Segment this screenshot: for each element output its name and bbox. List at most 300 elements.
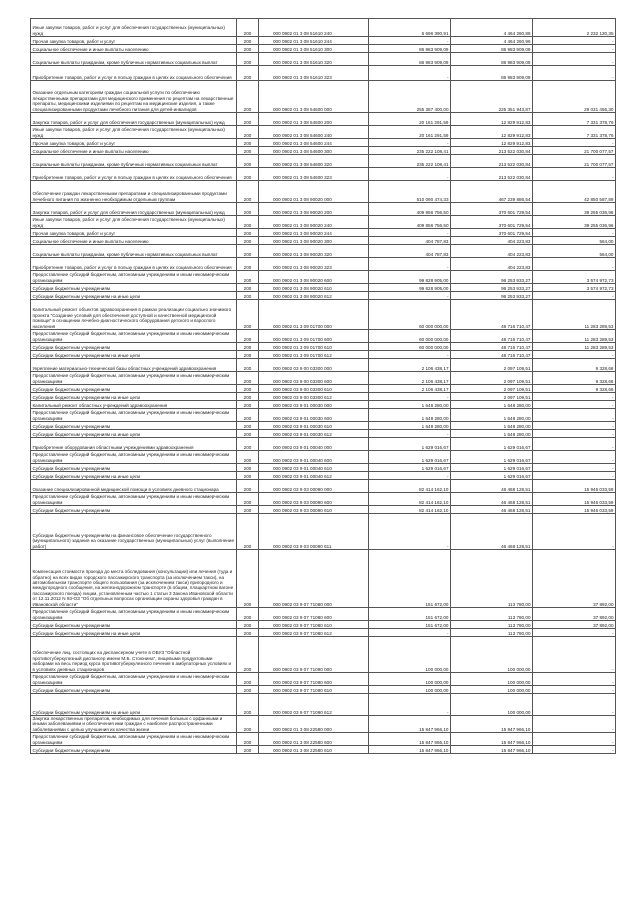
unexecuted-amount-cell: - [533, 438, 616, 451]
budget-classification-cell: 000 0902 01 3 08 54600 200 [259, 113, 369, 126]
expense-name-cell: Предоставление субсидий бюджетным, автономным учреждениям и иным некоммерческим организациям [31, 330, 237, 343]
line-code-cell: 200 [237, 155, 259, 168]
unexecuted-amount-cell: - [533, 430, 616, 438]
approved-amount-cell: - [369, 514, 451, 550]
line-code-cell: 200 [237, 168, 259, 181]
unexecuted-amount-cell: - [533, 292, 616, 300]
table-row [31, 438, 616, 451]
table-row [31, 37, 616, 45]
unexecuted-amount-cell: - [533, 401, 616, 409]
expense-name-cell: Субсидии бюджетным учреждениям [31, 422, 237, 430]
approved-amount-cell: 1 629 016,67 [369, 438, 451, 451]
budget-classification-cell: 000 0902 01 3 08 51610 240 [259, 19, 369, 37]
unexecuted-amount-cell: - [533, 351, 616, 359]
table-row [31, 359, 616, 372]
unexecuted-amount-cell: 21 700 077,57 [533, 147, 616, 155]
executed-amount-cell: 1 648 280,00 [451, 422, 533, 430]
executed-amount-cell: 48 716 710,47 [451, 300, 533, 330]
budget-classification-cell: 000 0902 03 9 01 00030 000 [259, 401, 369, 409]
expense-name-cell: Закупка товаров, работ и услуг для обеспечения государственных (муниципальных) нужд [31, 113, 237, 126]
line-code-cell: 200 [237, 608, 259, 621]
budget-classification-cell: 000 0902 03 9 03 00090 610 [259, 506, 369, 514]
executed-amount-cell: 4 464 260,88 [451, 19, 533, 37]
table-row [31, 673, 616, 686]
executed-amount-cell: 113 780,00 [451, 621, 533, 629]
approved-amount-cell: 1 629 016,67 [369, 464, 451, 472]
approved-amount-cell: 2 106 438,17 [369, 372, 451, 385]
budget-classification-cell: 000 0902 03 9 01 00040 600 [259, 451, 369, 464]
unexecuted-amount-cell: 15 946 033,59 [533, 493, 616, 506]
table-row [31, 621, 616, 629]
line-code-cell: 200 [237, 237, 259, 245]
executed-amount-cell: 1 629 016,67 [451, 464, 533, 472]
approved-amount-cell: 255 387 400,00 [369, 81, 451, 113]
approved-amount-cell: 100 000,00 [369, 673, 451, 686]
expense-name-cell: Субсидии бюджетным учреждениям на иные цели [31, 351, 237, 359]
executed-amount-cell: 96 253 933,27 [451, 271, 533, 284]
table-row [31, 493, 616, 506]
expense-name-cell: Субсидии бюджетным учреждениям на иные цели [31, 629, 237, 637]
expense-name-cell: Предоставление субсидий бюджетным, автономным учреждениям и иным некоммерческим организациям [31, 493, 237, 506]
table-row [31, 430, 616, 438]
line-code-cell: 200 [237, 514, 259, 550]
line-code-cell: 200 [237, 245, 259, 258]
budget-classification-cell: 000 0902 01 3 09 01700 000 [259, 300, 369, 330]
table-row [31, 629, 616, 637]
expense-name-cell: Иные закупки товаров, работ и услуг для обеспечения государственных (муниципальных) нужд [31, 19, 237, 37]
unexecuted-amount-cell: 39 255 036,96 [533, 203, 616, 216]
executed-amount-cell: 100 000,00 [451, 686, 533, 694]
executed-amount-cell: 12 829 912,83 [451, 139, 533, 147]
line-code-cell: 200 [237, 621, 259, 629]
line-code-cell: 200 [237, 126, 259, 139]
budget-classification-cell: 000 0902 03 9 01 00030 612 [259, 430, 369, 438]
table-row [31, 393, 616, 401]
expense-name-cell: Предоставление субсидий бюджетным, автономным учреждениям и иным некоммерческим организациям [31, 608, 237, 621]
executed-amount-cell: 213 522 030,84 [451, 155, 533, 168]
budget-classification-cell: 000 0902 03 9 07 71080 000 [259, 550, 369, 608]
expense-name-cell: Субсидии бюджетным учреждениям [31, 621, 237, 629]
executed-amount-cell: 1 629 016,67 [451, 472, 533, 480]
executed-amount-cell: 2 097 109,51 [451, 385, 533, 393]
budget-classification-cell: 000 0902 03 9 01 00030 600 [259, 409, 369, 422]
executed-amount-cell: 370 601 729,54 [451, 229, 533, 237]
unexecuted-amount-cell: 3 574 972,73 [533, 271, 616, 284]
budget-classification-cell: 000 0902 01 3 08 51610 320 [259, 53, 369, 66]
table-row [31, 168, 616, 181]
table-row [31, 19, 616, 37]
budget-classification-cell: 000 0902 01 3 08 54600 323 [259, 168, 369, 181]
executed-amount-cell: 100 000,00 [451, 694, 533, 716]
unexecuted-amount-cell: - [533, 472, 616, 480]
table-row [31, 422, 616, 430]
budget-classification-cell: 000 0902 03 9 07 71090 600 [259, 673, 369, 686]
expense-name-cell: Социальное обеспечение и иные выплаты населению [31, 147, 237, 155]
unexecuted-amount-cell: 11 283 289,53 [533, 343, 616, 351]
expense-name-cell: Субсидии бюджетным учреждениям на финансовое обеспечение государственного (муниципального) задания на оказание государственных (муниципальных) услуг (выполнение работ) [31, 514, 237, 550]
approved-amount-cell: 510 090 474,33 [369, 181, 451, 203]
approved-amount-cell: 409 856 756,50 [369, 216, 451, 229]
budget-classification-cell: 000 0902 03 9 01 00030 610 [259, 422, 369, 430]
unexecuted-amount-cell: 2 232 130,35 [533, 19, 616, 37]
approved-amount-cell: 2 106 438,17 [369, 359, 451, 372]
budget-classification-cell: 000 0902 03 9 07 71090 610 [259, 686, 369, 694]
executed-amount-cell: 12 829 912,83 [451, 126, 533, 139]
unexecuted-amount-cell: - [533, 629, 616, 637]
approved-amount-cell: 99 828 905,00 [369, 271, 451, 284]
executed-amount-cell: 48 716 710,47 [451, 351, 533, 359]
approved-amount-cell: - [369, 139, 451, 147]
approved-amount-cell: 99 828 905,00 [369, 284, 451, 292]
budget-classification-cell: 000 0902 01 3 09 01700 610 [259, 343, 369, 351]
unexecuted-amount-cell: - [533, 409, 616, 422]
table-row [31, 126, 616, 139]
table-row [31, 451, 616, 464]
executed-amount-cell: 1 648 280,00 [451, 430, 533, 438]
expense-name-cell: Социальное обеспечение и иные выплаты населению [31, 45, 237, 53]
table-row [31, 245, 616, 258]
approved-amount-cell: 235 222 108,41 [369, 147, 451, 155]
expense-name-cell: Предоставление субсидий бюджетным, автономным учреждениям и иным некоммерческим организациям [31, 271, 237, 284]
expense-name-cell: Прочая закупка товаров, работ и услуг [31, 229, 237, 237]
unexecuted-amount-cell: 11 283 289,53 [533, 330, 616, 343]
approved-amount-cell: 82 414 162,10 [369, 493, 451, 506]
unexecuted-amount-cell: - [533, 464, 616, 472]
expense-name-cell: Субсидии бюджетным учреждениям [31, 746, 237, 754]
expense-name-cell: Субсидии бюджетным учреждениям на иные цели [31, 472, 237, 480]
line-code-cell: 200 [237, 258, 259, 271]
executed-amount-cell: 12 829 912,83 [451, 113, 533, 126]
approved-amount-cell: 82 414 162,10 [369, 506, 451, 514]
unexecuted-amount-cell: - [533, 694, 616, 716]
line-code-cell: 200 [237, 629, 259, 637]
approved-amount-cell: - [369, 168, 451, 181]
approved-amount-cell: 86 983 909,09 [369, 53, 451, 66]
expense-name-cell: Социальные выплаты гражданам, кроме публичных нормативных социальных выплат [31, 245, 237, 258]
table-row [31, 237, 616, 245]
budget-classification-cell: 000 0902 03 9 03 00090 611 [259, 514, 369, 550]
expense-name-cell: Субсидии бюджетным учреждениям на иные цели [31, 694, 237, 716]
executed-amount-cell: 15 847 966,10 [451, 716, 533, 733]
line-code-cell: 200 [237, 181, 259, 203]
line-code-cell: 200 [237, 203, 259, 216]
table-row [31, 229, 616, 237]
approved-amount-cell: 86 983 909,09 [369, 45, 451, 53]
line-code-cell: 200 [237, 147, 259, 155]
expense-name-cell: Предоставление субсидий бюджетным, автономным учреждениям и иным некоммерческим организациям [31, 409, 237, 422]
line-code-cell: 200 [237, 359, 259, 372]
budget-classification-cell: 000 0902 01 3 08 51610 323 [259, 66, 369, 81]
unexecuted-amount-cell: 42 850 587,89 [533, 181, 616, 203]
expense-name-cell: Приобретение товаров, работ и услуг в пользу граждан в целях их социального обеспечения [31, 168, 237, 181]
executed-amount-cell: 46 468 128,51 [451, 480, 533, 493]
unexecuted-amount-cell: - [533, 733, 616, 746]
approved-amount-cell: 1 648 280,00 [369, 422, 451, 430]
executed-amount-cell: 2 097 109,51 [451, 393, 533, 401]
unexecuted-amount-cell: - [533, 229, 616, 237]
budget-classification-cell: 000 0902 03 9 03 00090 000 [259, 480, 369, 493]
approved-amount-cell: 60 000 000,00 [369, 330, 451, 343]
executed-amount-cell: 15 847 966,10 [451, 746, 533, 754]
approved-amount-cell: 60 000 000,00 [369, 343, 451, 351]
line-code-cell: 200 [237, 300, 259, 330]
table-row [31, 401, 616, 409]
executed-amount-cell: 467 239 886,54 [451, 181, 533, 203]
executed-amount-cell: 96 253 933,27 [451, 292, 533, 300]
expense-name-cell: Субсидии бюджетным учреждениям [31, 506, 237, 514]
unexecuted-amount-cell: - [533, 37, 616, 45]
expense-name-cell: Социальные выплаты гражданам, кроме публичных нормативных социальных выплат [31, 155, 237, 168]
unexecuted-amount-cell: - [533, 451, 616, 464]
table-row [31, 637, 616, 673]
table-row [31, 514, 616, 550]
budget-classification-cell: 000 0902 01 3 08 90020 323 [259, 258, 369, 271]
approved-amount-cell: 2 106 438,17 [369, 385, 451, 393]
line-code-cell: 200 [237, 343, 259, 351]
budget-table-body [31, 19, 616, 754]
line-code-cell: 200 [237, 716, 259, 733]
line-code-cell: 200 [237, 451, 259, 464]
line-code-cell: 200 [237, 351, 259, 359]
executed-amount-cell: 86 983 909,09 [451, 45, 533, 53]
expense-name-cell: Прочая закупка товаров, работ и услуг [31, 139, 237, 147]
budget-classification-cell: 000 0902 01 3 08 22580 600 [259, 733, 369, 746]
executed-amount-cell: 46 468 128,51 [451, 506, 533, 514]
table-row [31, 686, 616, 694]
approved-amount-cell: 15 847 966,10 [369, 716, 451, 733]
line-code-cell: 200 [237, 430, 259, 438]
unexecuted-amount-cell: 564,00 [533, 237, 616, 245]
executed-amount-cell: 96 253 933,27 [451, 284, 533, 292]
unexecuted-amount-cell: - [533, 673, 616, 686]
expense-name-cell: Субсидии бюджетным учреждениям [31, 343, 237, 351]
budget-classification-cell: 000 0902 01 3 08 90020 300 [259, 237, 369, 245]
approved-amount-cell: 404 787,83 [369, 245, 451, 258]
approved-amount-cell: 82 414 162,10 [369, 480, 451, 493]
approved-amount-cell: 151 672,00 [369, 608, 451, 621]
budget-classification-cell: 000 0902 03 9 01 00040 000 [259, 438, 369, 451]
unexecuted-amount-cell: - [533, 45, 616, 53]
line-code-cell: 200 [237, 733, 259, 746]
executed-amount-cell: 2 097 109,51 [451, 359, 533, 372]
approved-amount-cell: - [369, 229, 451, 237]
unexecuted-amount-cell: - [533, 168, 616, 181]
expense-name-cell: Приобретение товаров, работ и услуг в пользу граждан в целях их социального обеспечения [31, 258, 237, 271]
table-row [31, 372, 616, 385]
unexecuted-amount-cell: 15 946 033,59 [533, 506, 616, 514]
table-row [31, 147, 616, 155]
line-code-cell: 200 [237, 401, 259, 409]
table-row [31, 733, 616, 746]
unexecuted-amount-cell: 21 700 077,57 [533, 155, 616, 168]
table-row [31, 746, 616, 754]
executed-amount-cell: 113 780,00 [451, 629, 533, 637]
approved-amount-cell: 15 847 966,10 [369, 733, 451, 746]
table-row [31, 155, 616, 168]
unexecuted-amount-cell: - [533, 686, 616, 694]
budget-classification-cell: 000 0902 03 9 00 03300 600 [259, 372, 369, 385]
line-code-cell: 200 [237, 330, 259, 343]
table-row [31, 53, 616, 66]
table-row [31, 480, 616, 493]
approved-amount-cell: 1 648 280,00 [369, 409, 451, 422]
expense-name-cell: Иные закупки товаров, работ и услуг для обеспечения государственных (муниципальных) нужд [31, 126, 237, 139]
expense-name-cell: Оказание отдельным категориям граждан социальной услуги по обеспечению лекарственными препаратами для медицинского применения по рецептам на лекарственные препараты, медицинскими изделиями по рецептам на медицинские изделия, а также специализированными продуктами лечебного питания для детей-инвалидов [31, 81, 237, 113]
line-code-cell: 200 [237, 550, 259, 608]
budget-classification-cell: 000 0902 01 3 08 90020 000 [259, 181, 369, 203]
table-row [31, 343, 616, 351]
unexecuted-amount-cell: - [533, 258, 616, 271]
executed-amount-cell: 370 601 729,54 [451, 203, 533, 216]
approved-amount-cell: 151 672,00 [369, 621, 451, 629]
budget-classification-cell: 000 0902 01 3 08 90020 600 [259, 271, 369, 284]
budget-classification-cell: 000 0902 01 3 08 22580 610 [259, 746, 369, 754]
table-row [31, 181, 616, 203]
budget-classification-cell: 000 0902 03 9 00 03300 612 [259, 393, 369, 401]
approved-amount-cell: 15 847 966,10 [369, 746, 451, 754]
executed-amount-cell: 213 522 030,84 [451, 168, 533, 181]
line-code-cell: 200 [237, 472, 259, 480]
expense-name-cell: Социальные выплаты гражданам, кроме публичных нормативных социальных выплат [31, 53, 237, 66]
line-code-cell: 200 [237, 686, 259, 694]
unexecuted-amount-cell: 37 892,00 [533, 550, 616, 608]
approved-amount-cell: 235 222 108,41 [369, 155, 451, 168]
approved-amount-cell: - [369, 629, 451, 637]
approved-amount-cell: 60 000 000,00 [369, 300, 451, 330]
budget-execution-table [30, 18, 616, 754]
executed-amount-cell: 1 648 280,00 [451, 401, 533, 409]
unexecuted-amount-cell: - [533, 514, 616, 550]
expense-name-cell: Предоставление субсидий бюджетным, автономным учреждениям и иным некоммерческим организациям [31, 372, 237, 385]
budget-classification-cell: 000 0902 03 9 07 71080 610 [259, 621, 369, 629]
approved-amount-cell: 20 161 291,59 [369, 113, 451, 126]
table-row [31, 300, 616, 330]
table-row [31, 81, 616, 113]
expense-name-cell: Предоставление субсидий бюджетным, автономным учреждениям и иным некоммерческим организациям [31, 451, 237, 464]
unexecuted-amount-cell: - [533, 53, 616, 66]
approved-amount-cell: - [369, 66, 451, 81]
executed-amount-cell: 370 601 729,54 [451, 216, 533, 229]
expense-name-cell: Капитальный ремонт областных учреждений здравоохранения [31, 401, 237, 409]
table-row [31, 216, 616, 229]
table-row [31, 694, 616, 716]
budget-classification-cell: 000 0902 03 9 07 71080 600 [259, 608, 369, 621]
executed-amount-cell: 48 716 710,47 [451, 330, 533, 343]
budget-classification-cell: 000 0902 01 3 08 54600 300 [259, 147, 369, 155]
expense-name-cell: Оказание специализированной медицинской помощи в условиях дневного стационара [31, 480, 237, 493]
budget-classification-cell: 000 0902 01 3 08 54600 000 [259, 81, 369, 113]
executed-amount-cell: 1 648 280,00 [451, 409, 533, 422]
approved-amount-cell: - [369, 694, 451, 716]
budget-classification-cell: 000 0902 01 3 08 54600 320 [259, 155, 369, 168]
unexecuted-amount-cell: - [533, 422, 616, 430]
unexecuted-amount-cell: - [533, 746, 616, 754]
executed-amount-cell: 1 629 016,67 [451, 438, 533, 451]
approved-amount-cell: 100 000,00 [369, 686, 451, 694]
executed-amount-cell: 404 223,83 [451, 237, 533, 245]
budget-classification-cell: 000 0902 01 3 08 54600 244 [259, 139, 369, 147]
expense-name-cell: Компенсация стоимости проезда до места обследования (консультации) или лечения (туда и обратно) на всех видах городского пассажирского транспорта (за исключением такси), на автомобильном транспорте общего пользования (за исключением такси) пригородного и междугородного сообщения, на железнодорожном транспорте (в общем, плацкартном вагоне пассажирского поезда) лицам, установленным частью 1 статьи 3 Закона Ивановской области от 12.11.2012 N 93-ОЗ "Об отдельных вопросах организации охраны здоровья граждан в Ивановской области" [31, 550, 237, 608]
executed-amount-cell: 113 780,00 [451, 550, 533, 608]
approved-amount-cell: - [369, 472, 451, 480]
unexecuted-amount-cell: - [533, 716, 616, 733]
line-code-cell: 200 [237, 409, 259, 422]
expense-name-cell: Укрепление материально-технической базы областных учреждений здравоохранения [31, 359, 237, 372]
line-code-cell: 200 [237, 673, 259, 686]
unexecuted-amount-cell: 3 574 972,73 [533, 284, 616, 292]
expense-name-cell: Прочая закупка товаров, работ и услуг [31, 37, 237, 45]
line-code-cell: 200 [237, 694, 259, 716]
expense-name-cell: Капитальный ремонт объектов здравоохранения в рамках реализации социально значимого проекта "Создание условий для обеспечения доступной и качественной медицинской помощи" в оснащении лечебно-диагностического оборудования детского и взрослого населения [31, 300, 237, 330]
executed-amount-cell: 100 000,00 [451, 673, 533, 686]
budget-classification-cell: 000 0902 03 9 03 00090 600 [259, 493, 369, 506]
executed-amount-cell: 404 223,83 [451, 258, 533, 271]
unexecuted-amount-cell: 37 892,00 [533, 621, 616, 629]
budget-classification-cell: 000 0902 01 3 09 01700 600 [259, 330, 369, 343]
approved-amount-cell: 1 648 280,00 [369, 401, 451, 409]
line-code-cell: 200 [237, 480, 259, 493]
expense-name-cell: Субсидии бюджетным учреждениям [31, 464, 237, 472]
budget-classification-cell: 000 0902 01 3 08 51610 300 [259, 45, 369, 53]
budget-classification-cell: 000 0902 01 3 08 90020 240 [259, 216, 369, 229]
table-row [31, 409, 616, 422]
table-row [31, 66, 616, 81]
expense-name-cell: Приобретение товаров, работ и услуг в пользу граждан в целях их социального обеспечения [31, 66, 237, 81]
line-code-cell: 200 [237, 422, 259, 430]
table-row [31, 351, 616, 359]
table-row [31, 258, 616, 271]
expense-name-cell: Обеспечение лиц, состоящих на диспансерном учете в ОБУЗ "Областной противотуберкулезный диспансер имени М.Б. Стоюнина", пищевыми продуктовыми наборами на весь период курса противотуберкулезного лечения в амбулаторных условиях и в условиях дневных стационаров [31, 637, 237, 673]
line-code-cell: 200 [237, 438, 259, 451]
budget-classification-cell: 000 0902 03 9 00 03300 610 [259, 385, 369, 393]
line-code-cell: 200 [237, 292, 259, 300]
line-code-cell: 200 [237, 506, 259, 514]
executed-amount-cell: 4 464 260,96 [451, 37, 533, 45]
expense-name-cell: Субсидии бюджетным учреждениям [31, 385, 237, 393]
unexecuted-amount-cell: 564,00 [533, 245, 616, 258]
executed-amount-cell: 225 351 943,87 [451, 81, 533, 113]
unexecuted-amount-cell: - [533, 66, 616, 81]
expense-name-cell: Обеспечение граждан лекарственными препаратами и специализированными продуктами лечебного питания по жизненно необходимым отдельным группам [31, 181, 237, 203]
expense-name-cell: Субсидии бюджетным учреждениям на иные цели [31, 292, 237, 300]
unexecuted-amount-cell: 11 283 289,53 [533, 300, 616, 330]
line-code-cell: 200 [237, 464, 259, 472]
unexecuted-amount-cell: 9 328,66 [533, 372, 616, 385]
approved-amount-cell: - [369, 430, 451, 438]
approved-amount-cell: 6 696 390,91 [369, 19, 451, 37]
budget-classification-cell: 000 0902 01 3 08 22580 000 [259, 716, 369, 733]
table-row [31, 45, 616, 53]
unexecuted-amount-cell: 9 328,66 [533, 359, 616, 372]
budget-classification-cell: 000 0902 03 9 01 00040 610 [259, 464, 369, 472]
table-row [31, 464, 616, 472]
approved-amount-cell: 409 856 756,50 [369, 203, 451, 216]
expense-name-cell: Предоставление субсидий бюджетным, автономным учреждениям и иным некоммерческим организациям [31, 733, 237, 746]
line-code-cell: 200 [237, 229, 259, 237]
expense-name-cell: Иные закупки товаров, работ и услуг для обеспечения государственных (муниципальных) нужд [31, 216, 237, 229]
table-row [31, 292, 616, 300]
line-code-cell: 200 [237, 385, 259, 393]
budget-classification-cell: 000 0902 01 3 08 90020 610 [259, 284, 369, 292]
budget-classification-cell: 000 0902 01 3 08 90020 612 [259, 292, 369, 300]
expense-name-cell: Закупка товаров, работ и услуг для обеспечения государственных (муниципальных) нужд [31, 203, 237, 216]
executed-amount-cell: 1 629 016,67 [451, 451, 533, 464]
line-code-cell: 200 [237, 271, 259, 284]
line-code-cell: 200 [237, 493, 259, 506]
executed-amount-cell: 113 780,00 [451, 608, 533, 621]
expense-name-cell: Субсидии бюджетным учреждениям [31, 284, 237, 292]
executed-amount-cell: 46 468 128,51 [451, 514, 533, 550]
